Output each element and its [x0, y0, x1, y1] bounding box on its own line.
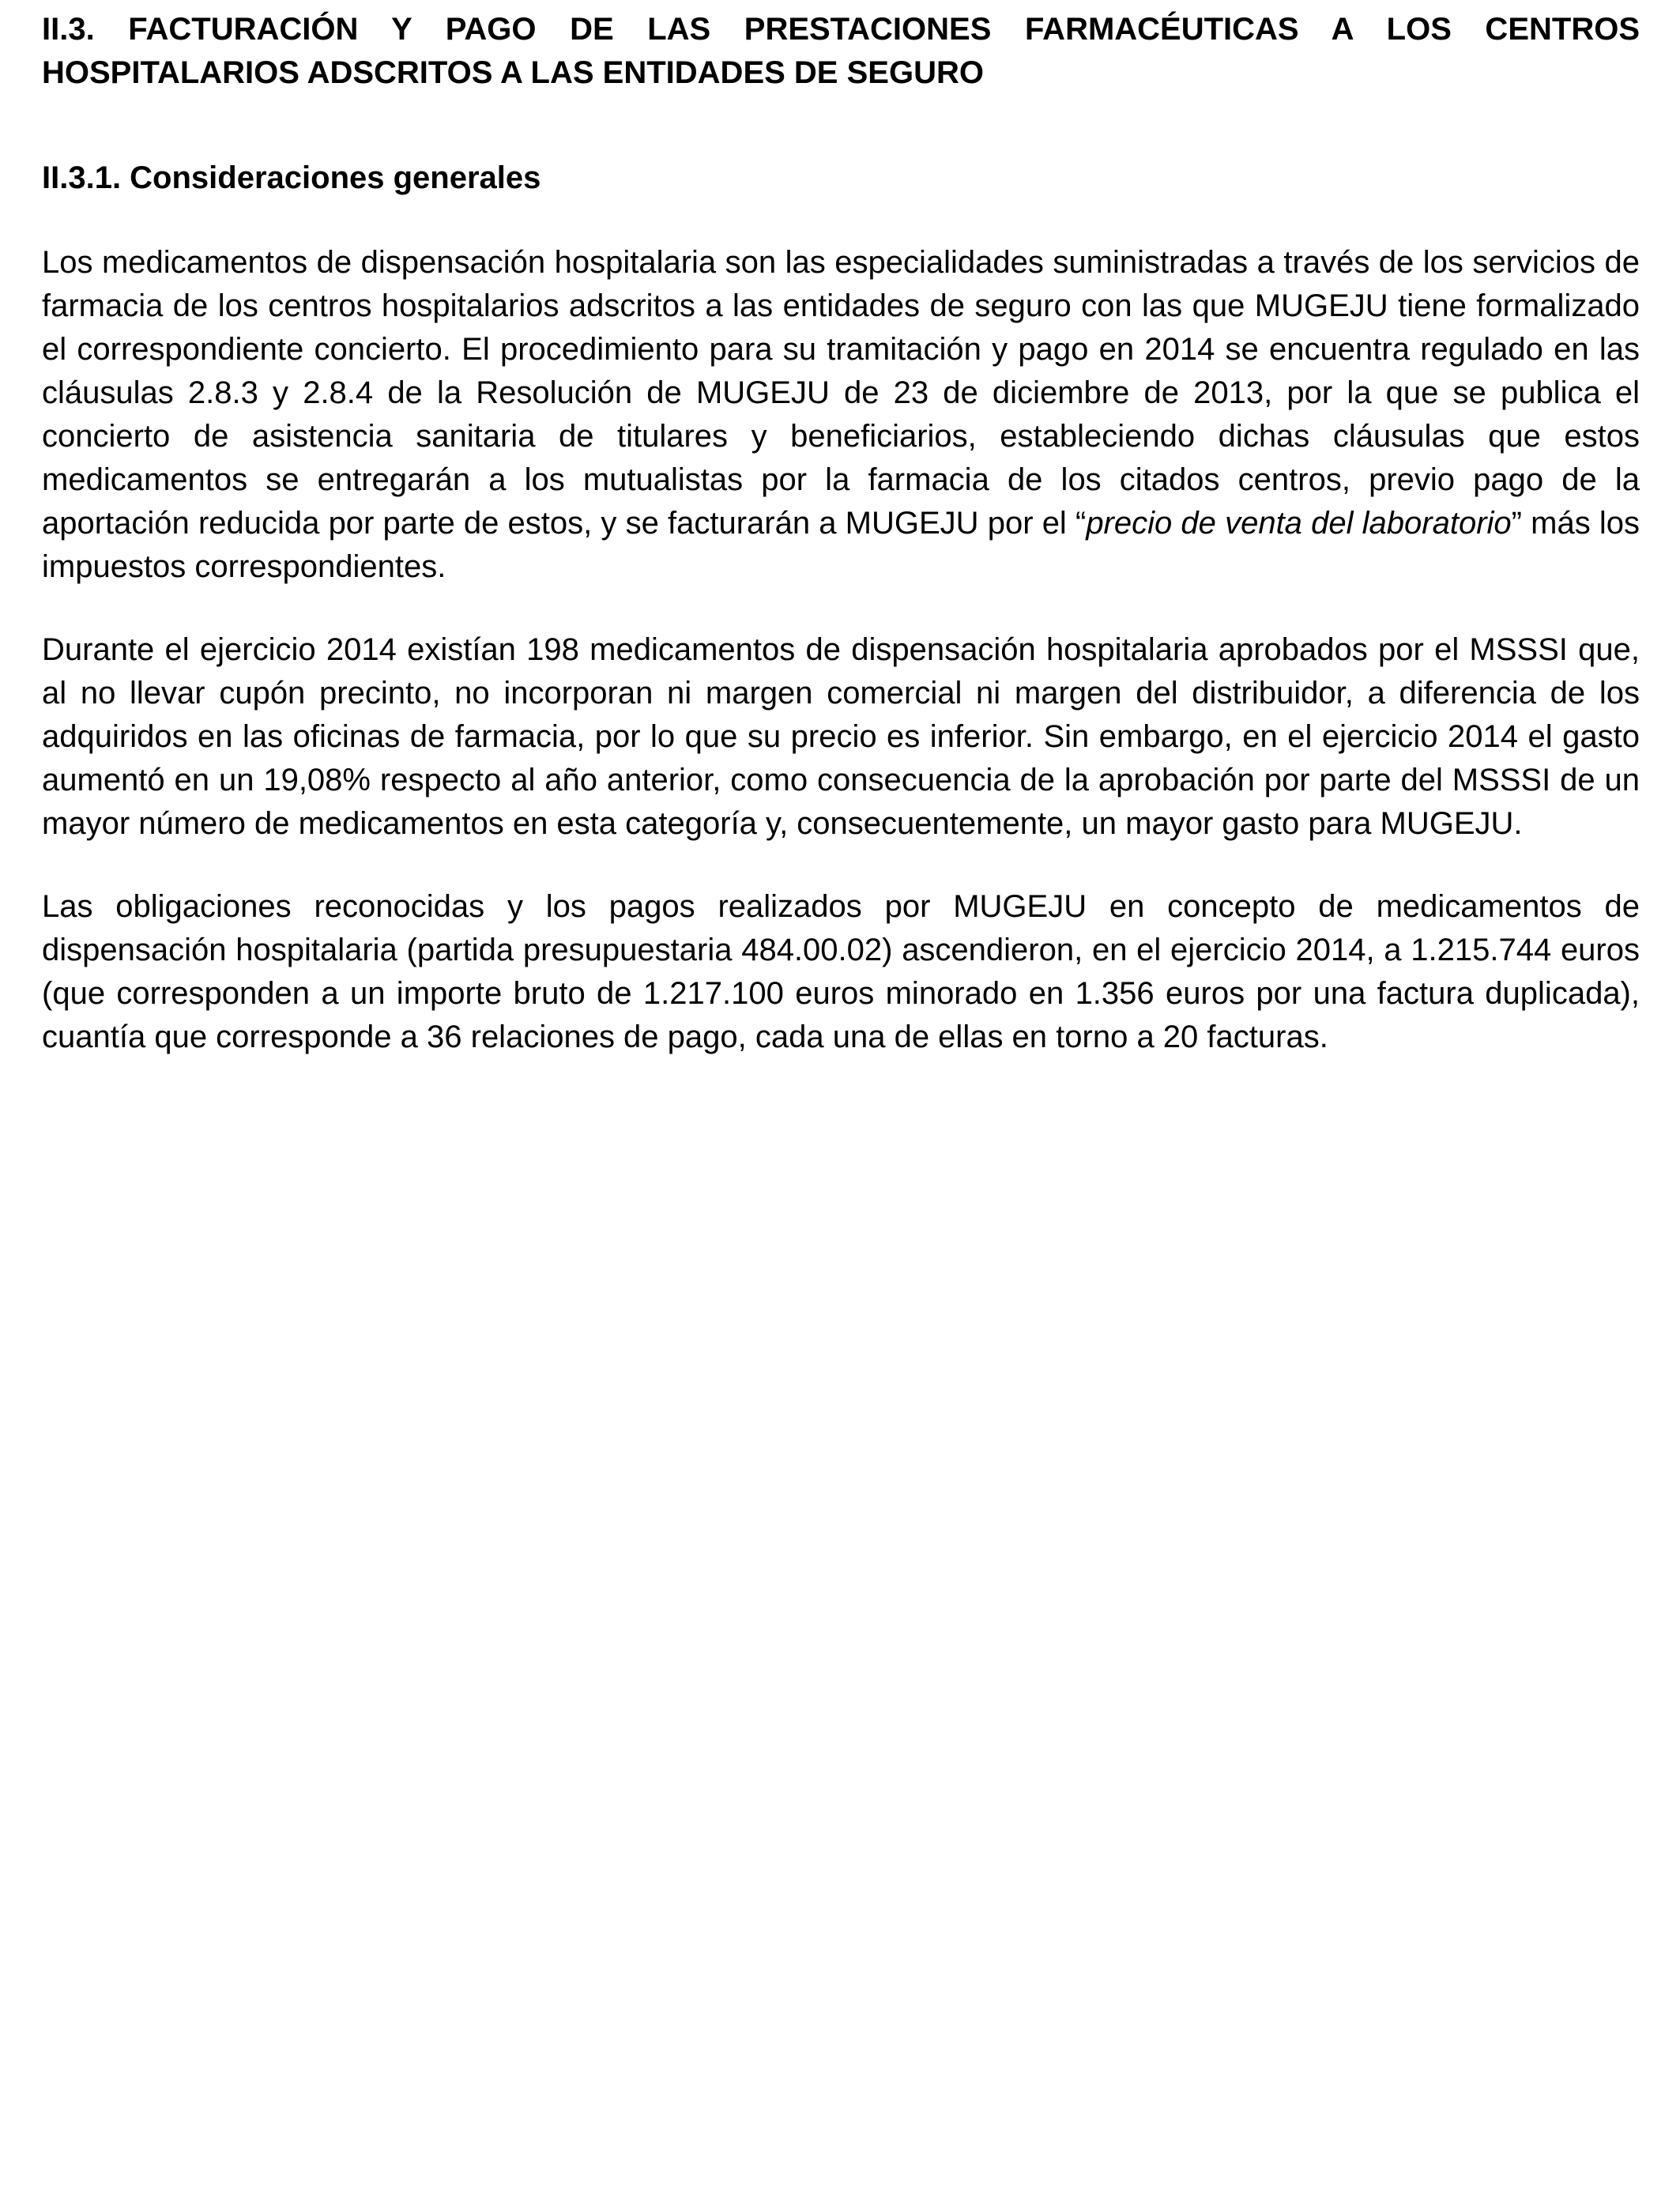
subsection-heading: II.3.1. Consideraciones generales — [42, 160, 541, 195]
paragraph-procedure-ending: ” más los impuestos correspondientes. — [42, 506, 1640, 584]
paragraph-procedure — [42, 241, 1640, 589]
paragraph-procedure-text: Los medicamentos de dispensación hospitalaria son las especialidades suministradas a través de los servicios de farmacia de los centros hospitalarios adscritos a las entidades de seguro con las que MUGEJU tiene formalizado el correspondiente concierto. El procedimiento para su tramitación y pago en 2014 se encuentra regulado en las cláusulas 2.8.3 y 2.8.4 de la Resolución de MUGEJU de 23 de diciembre de 2013, por la que se publica el concierto de asistencia sanitaria de titulares y beneficiarios, estableciendo dichas cláusulas que estos medicamentos se entregarán a los mutualistas por la farmacia de los citados centros, previo pago de la aportación reducida por parte de estos, y se facturarán a MUGEJU por el “ — [42, 245, 1640, 541]
paragraph-obligations-payments: Las obligaciones reconocidas y los pagos realizados por MUGEJU en concepto de medicamentos de dispensación hospitalaria (partida presupuestaria 484.00.02) ascendieron, en el ejercicio 2014, a 1.215.744 euros (que corresponden a un importe bruto de 1.217.100 euros minorado en 1.356 euros por una factura duplicada), cuantía que corresponde a 36 relaciones de pago, cada una de ellas en torno a 20 facturas. — [42, 889, 1640, 1054]
italic-term-lab-price: precio de venta del laboratorio — [1086, 506, 1512, 541]
section-heading: II.3. FACTURACIÓN Y PAGO DE LAS PRESTACIONES FARMACÉUTICAS A LOS CENTROS HOSPITALARIOS ADSCRITOS A LAS ENTIDADES DE SEGURO — [42, 12, 1640, 90]
document-page — [42, 0, 1640, 1059]
paragraph-expense-increase: Durante el ejercicio 2014 existían 198 medicamentos de dispensación hospitalaria aprobados por el MSSSI que, al no llevar cupón precinto, no incorporan ni margen comercial ni margen del distribuidor, a diferencia de los adquiridos en las oficinas de farmacia, por lo que su precio es inferior. Sin embargo, en el ejercicio 2014 el gasto aumentó en un 19,08% respecto al año anterior, como consecuencia de la aprobación por parte del MSSSI de un mayor número de medicamentos en esta categoría y, consecuentemente, un mayor gasto para MUGEJU. — [42, 632, 1640, 841]
